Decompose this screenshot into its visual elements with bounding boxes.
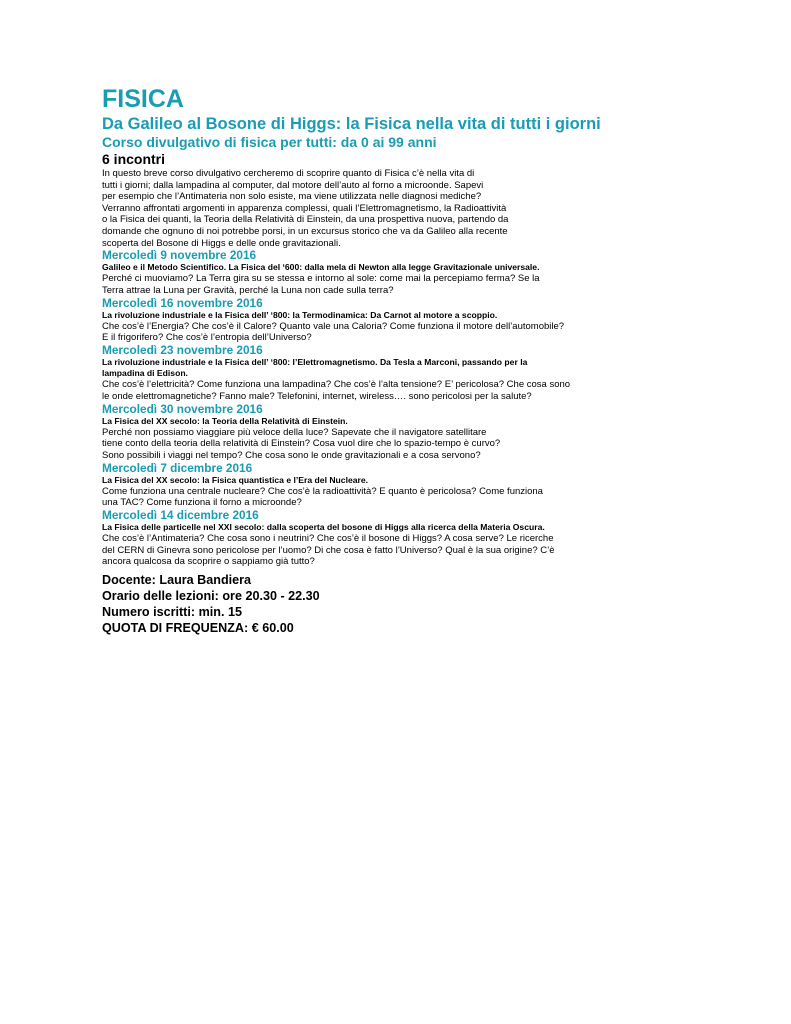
- desc-line: Che cos’è l’elettricità? Come funziona una lampadina? Che cos’è l’alta tensione? E’ pericolosa? Che cosa sono: [102, 379, 571, 391]
- session-description: [102, 321, 662, 344]
- intro-line: domande che ognuno di noi potrebbe porsi, in un excursus storico che va da Galileo alla recente: [102, 225, 508, 237]
- topic-line: lampadina di Edison.: [102, 368, 188, 379]
- page-title: FISICA: [102, 85, 184, 113]
- intro-line: Verranno affrontati argomenti in apparenza complessi, quali l’Elettromagnetismo, la Radioattività: [102, 202, 507, 214]
- session-6: [102, 509, 662, 568]
- intro-line: scoperta del Bosone di Higgs e delle onde gravitazionali.: [102, 237, 341, 249]
- topic-line: La Fisica del XX secolo: la Fisica quantistica e l’Era del Nucleare.: [102, 474, 369, 485]
- session-date: Mercoledì 7 dicembre 2016: [102, 460, 253, 475]
- topic-line: La rivoluzione industriale e la Fisica dell’ ‘800: l’Elettromagnetismo. Da Tesla a Marconi, passando per la: [102, 356, 528, 367]
- desc-line: Terra attrae la Luna per Gravità, perché la Luna non cade sulla terra?: [102, 284, 394, 296]
- intro-paragraph: [102, 168, 662, 249]
- session-topic: [102, 357, 662, 379]
- desc-line: Perché non possiamo viaggiare più veloce della luce? Sapevate che il navigatore satellitare: [102, 426, 487, 438]
- topic-line: La rivoluzione industriale e la Fisica dell’ ‘800: la Termodinamica: Da Carnot al motore a scoppio.: [102, 309, 498, 320]
- session-5: [102, 462, 662, 509]
- session-3: [102, 344, 662, 403]
- session-2: [102, 297, 662, 344]
- session-topic: [102, 310, 662, 321]
- lesson-hours: Orario delle lezioni: ore 20.30 - 22.30: [102, 588, 320, 603]
- desc-line: le onde elettromagnetiche? Fanno male? Telefonini, internet, wireless…. sono pericolosi per la salute?: [102, 390, 532, 402]
- intro-line: tutti i giorni; dalla lampadina al computer, dal motore dell’auto al forno a microonde. Sapevi: [102, 179, 484, 191]
- intro-line: o la Fisica dei quanti, la Teoria della Relatività di Einstein, da una prospettiva nuova, partendo da: [102, 214, 509, 226]
- session-description: [102, 379, 662, 402]
- document-page: [102, 84, 662, 636]
- topic-line: La Fisica delle particelle nel XXI secolo: dalla scoperta del bosone di Higgs alla ricerca della Materia Oscura.: [102, 521, 545, 532]
- desc-line: Come funziona una centrale nucleare? Che cos’è la radioattività? E quanto è pericolosa? Come funziona: [102, 485, 543, 497]
- session-description: [102, 533, 662, 568]
- min-enrollment: Numero iscritti: min. 15: [102, 604, 242, 619]
- topic-line: La Fisica del XX secolo: la Teoria della Relatività di Einstein.: [102, 415, 348, 426]
- course-subtitle: Da Galileo al Bosone di Higgs: la Fisica nella vita di tutti i giorni: [102, 115, 601, 133]
- teacher-name: Docente: Laura Bandiera: [102, 572, 252, 587]
- session-topic: [102, 522, 662, 533]
- desc-line: Che cos’è l’Antimateria? Che cosa sono i neutrini? Che cos’è il bosone di Higgs? A cosa serve? Le ricerche: [102, 533, 554, 545]
- desc-line: tiene conto della teoria della relatività di Einstein? Cosa vuol dire che lo spazio-tempo è curvo?: [102, 438, 501, 450]
- session-topic: [102, 475, 662, 486]
- desc-line: ancora qualcosa da scoprire o sappiamo già tutto?: [102, 556, 315, 568]
- intro-line: per esempio che l’Antimateria non solo esiste, ma viene utilizzata nelle diagnosi mediche?: [102, 191, 482, 203]
- desc-line: una TAC? Come funziona il forno a microonde?: [102, 497, 302, 509]
- intro-line: In questo breve corso divulgativo cercheremo di scoprire quanto di Fisica c’è nella vita di: [102, 168, 475, 179]
- topic-line: Galileo e il Metodo Scientifico. La Fisica del ‘600: dalla mela di Newton alla legge Gravitazionale universale.: [102, 262, 540, 273]
- course-details: [102, 572, 662, 636]
- session-1: [102, 249, 662, 296]
- session-description: [102, 427, 662, 462]
- desc-line: Perché ci muoviamo? La Terra gira su se stessa e intorno al sole: come mai la percepiamo ferma? Se la: [102, 273, 540, 285]
- session-date: Mercoledì 9 novembre 2016: [102, 248, 257, 263]
- desc-line: Che cos’è l’Energia? Che cos’è il Calore? Quanto vale una Caloria? Come funziona il motore dell’automobile?: [102, 320, 565, 332]
- course-tagline: Corso divulgativo di fisica per tutti: da 0 ai 99 anni: [102, 134, 437, 150]
- desc-line: E il frigorifero? Che cos’è l’entropia dell’Universo?: [102, 332, 312, 344]
- meeting-count: 6 incontri: [102, 151, 166, 167]
- session-date: Mercoledì 23 novembre 2016: [102, 342, 263, 357]
- session-topic: [102, 262, 662, 273]
- desc-line: del CERN di Ginevra sono pericolose per l’uomo? Di che cosa è fatto l’Universo? Qual è la sua origine? C’è: [102, 544, 555, 556]
- session-4: [102, 403, 662, 462]
- session-description: [102, 486, 662, 509]
- session-description: [102, 273, 662, 296]
- session-date: Mercoledì 30 novembre 2016: [102, 401, 263, 416]
- session-topic: [102, 416, 662, 427]
- session-date: Mercoledì 16 novembre 2016: [102, 295, 263, 310]
- desc-line: Sono possibili i viaggi nel tempo? Che cosa sono le onde gravitazionali e a cosa servono?: [102, 449, 481, 461]
- attendance-fee: QUOTA DI FREQUENZA: € 60.00: [102, 620, 294, 635]
- session-date: Mercoledì 14 dicembre 2016: [102, 507, 259, 522]
